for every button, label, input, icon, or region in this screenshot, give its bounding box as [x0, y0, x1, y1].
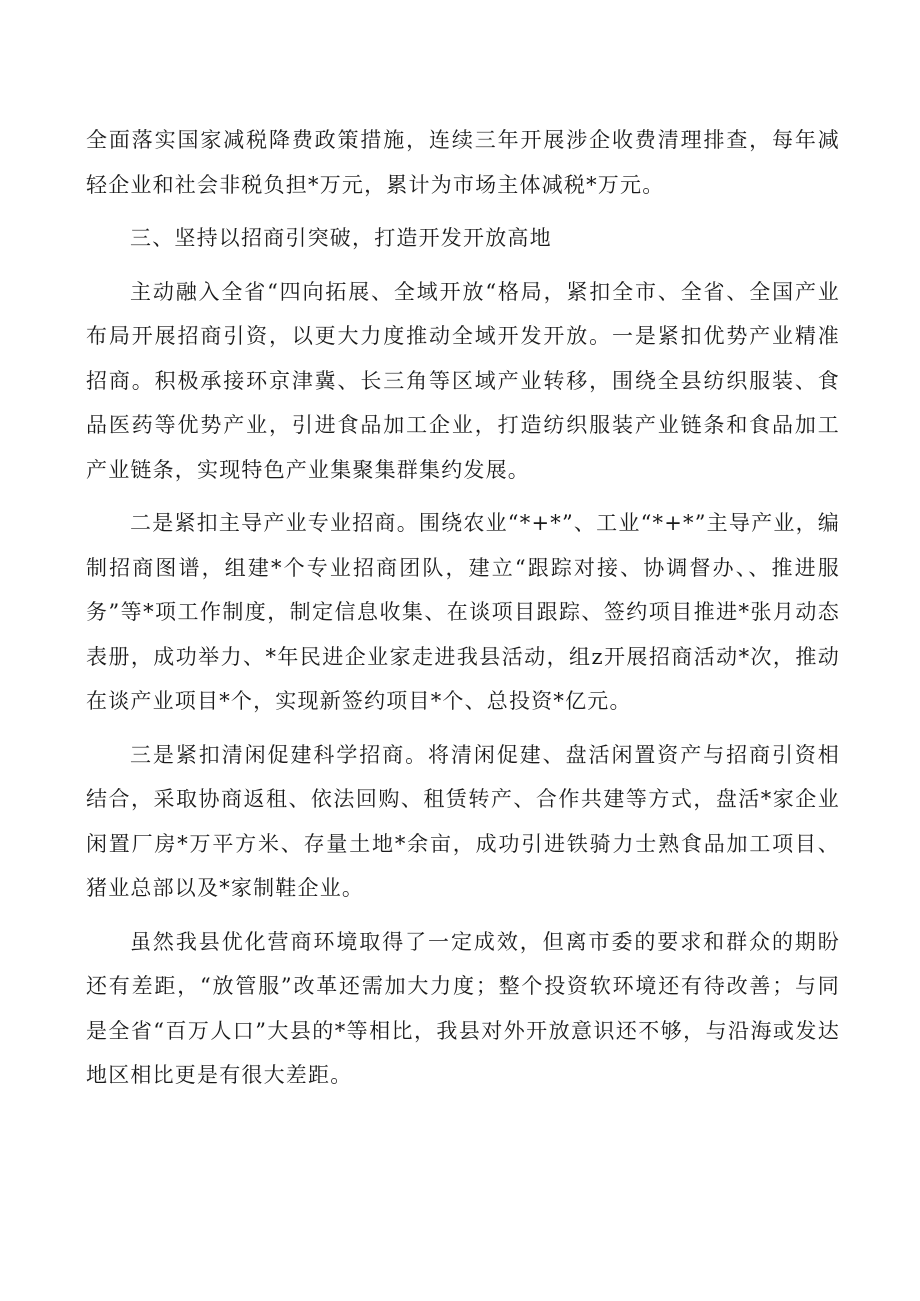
paragraph-integration: 主动融入全省“四向拓展、全域开放“格局，紧扣全市、全省、全国产业布局开展招商引资，以更大力度推动全域开发开放。一是紧扣优势产业精准招商。积极承接环京津冀、长三角等区域产业转移，围绕全县纺织服装、食品医药等优势产业，引进食品加工企业，打造纺织服装产业链条和食品加工产业链条，实现特色产业集聚集群集约发展。	[86, 279, 840, 482]
paragraph-idle-assets: 三是紧扣清闲促建科学招商。将清闲促建、盘活闲置资产与招商引资相结合，采取协商返租、依法回购、租赁转产、合作共建等方式，盘活*家企业闲置厂房*万平方米、存量土地*余亩，成功引进铁骑力士熟食品加工项目、猪业总部以及*家制鞋企业。	[86, 742, 840, 900]
paragraph-shortcomings: 虽然我县优化营商环境取得了一定成效，但离市委的要求和群众的期盼还有差距，“放管服”改革还需加大力度；整个投资软环境还有待改善；与同是全省“百万人口”大县的*等相比，我县对外开放意识还不够，与沿海或发达地区相比更是有很大差距。	[86, 929, 840, 1087]
paragraph-leading-industry: 二是紧扣主导产业专业招商。围绕农业“*+*”、工业“*+*”主导产业，编制招商图谱，组建*个专业招商团队，建立“跟踪对接、协调督办、、推进服务”等*项工作制度，制定信息收集、在谈项目跟踪、签约项目推进*张月动态表册，成功举力、*年民进企业家走进我县活动，组z开展招商活动*次，推动在谈产业项目*个，实现新签约项目*个、总投资*亿元。	[86, 511, 840, 713]
section-heading-investment: 三、坚持以招商引突破，打造开发开放高地	[130, 226, 552, 250]
paragraph-tax-reduction: 全面落实国家减税降费政策措施，连续三年开展涉企收费清理排查，每年减轻企业和社会非税负担*万元，累计为市场主体减税*万元。	[86, 128, 840, 197]
document-page	[86, 118, 840, 1098]
